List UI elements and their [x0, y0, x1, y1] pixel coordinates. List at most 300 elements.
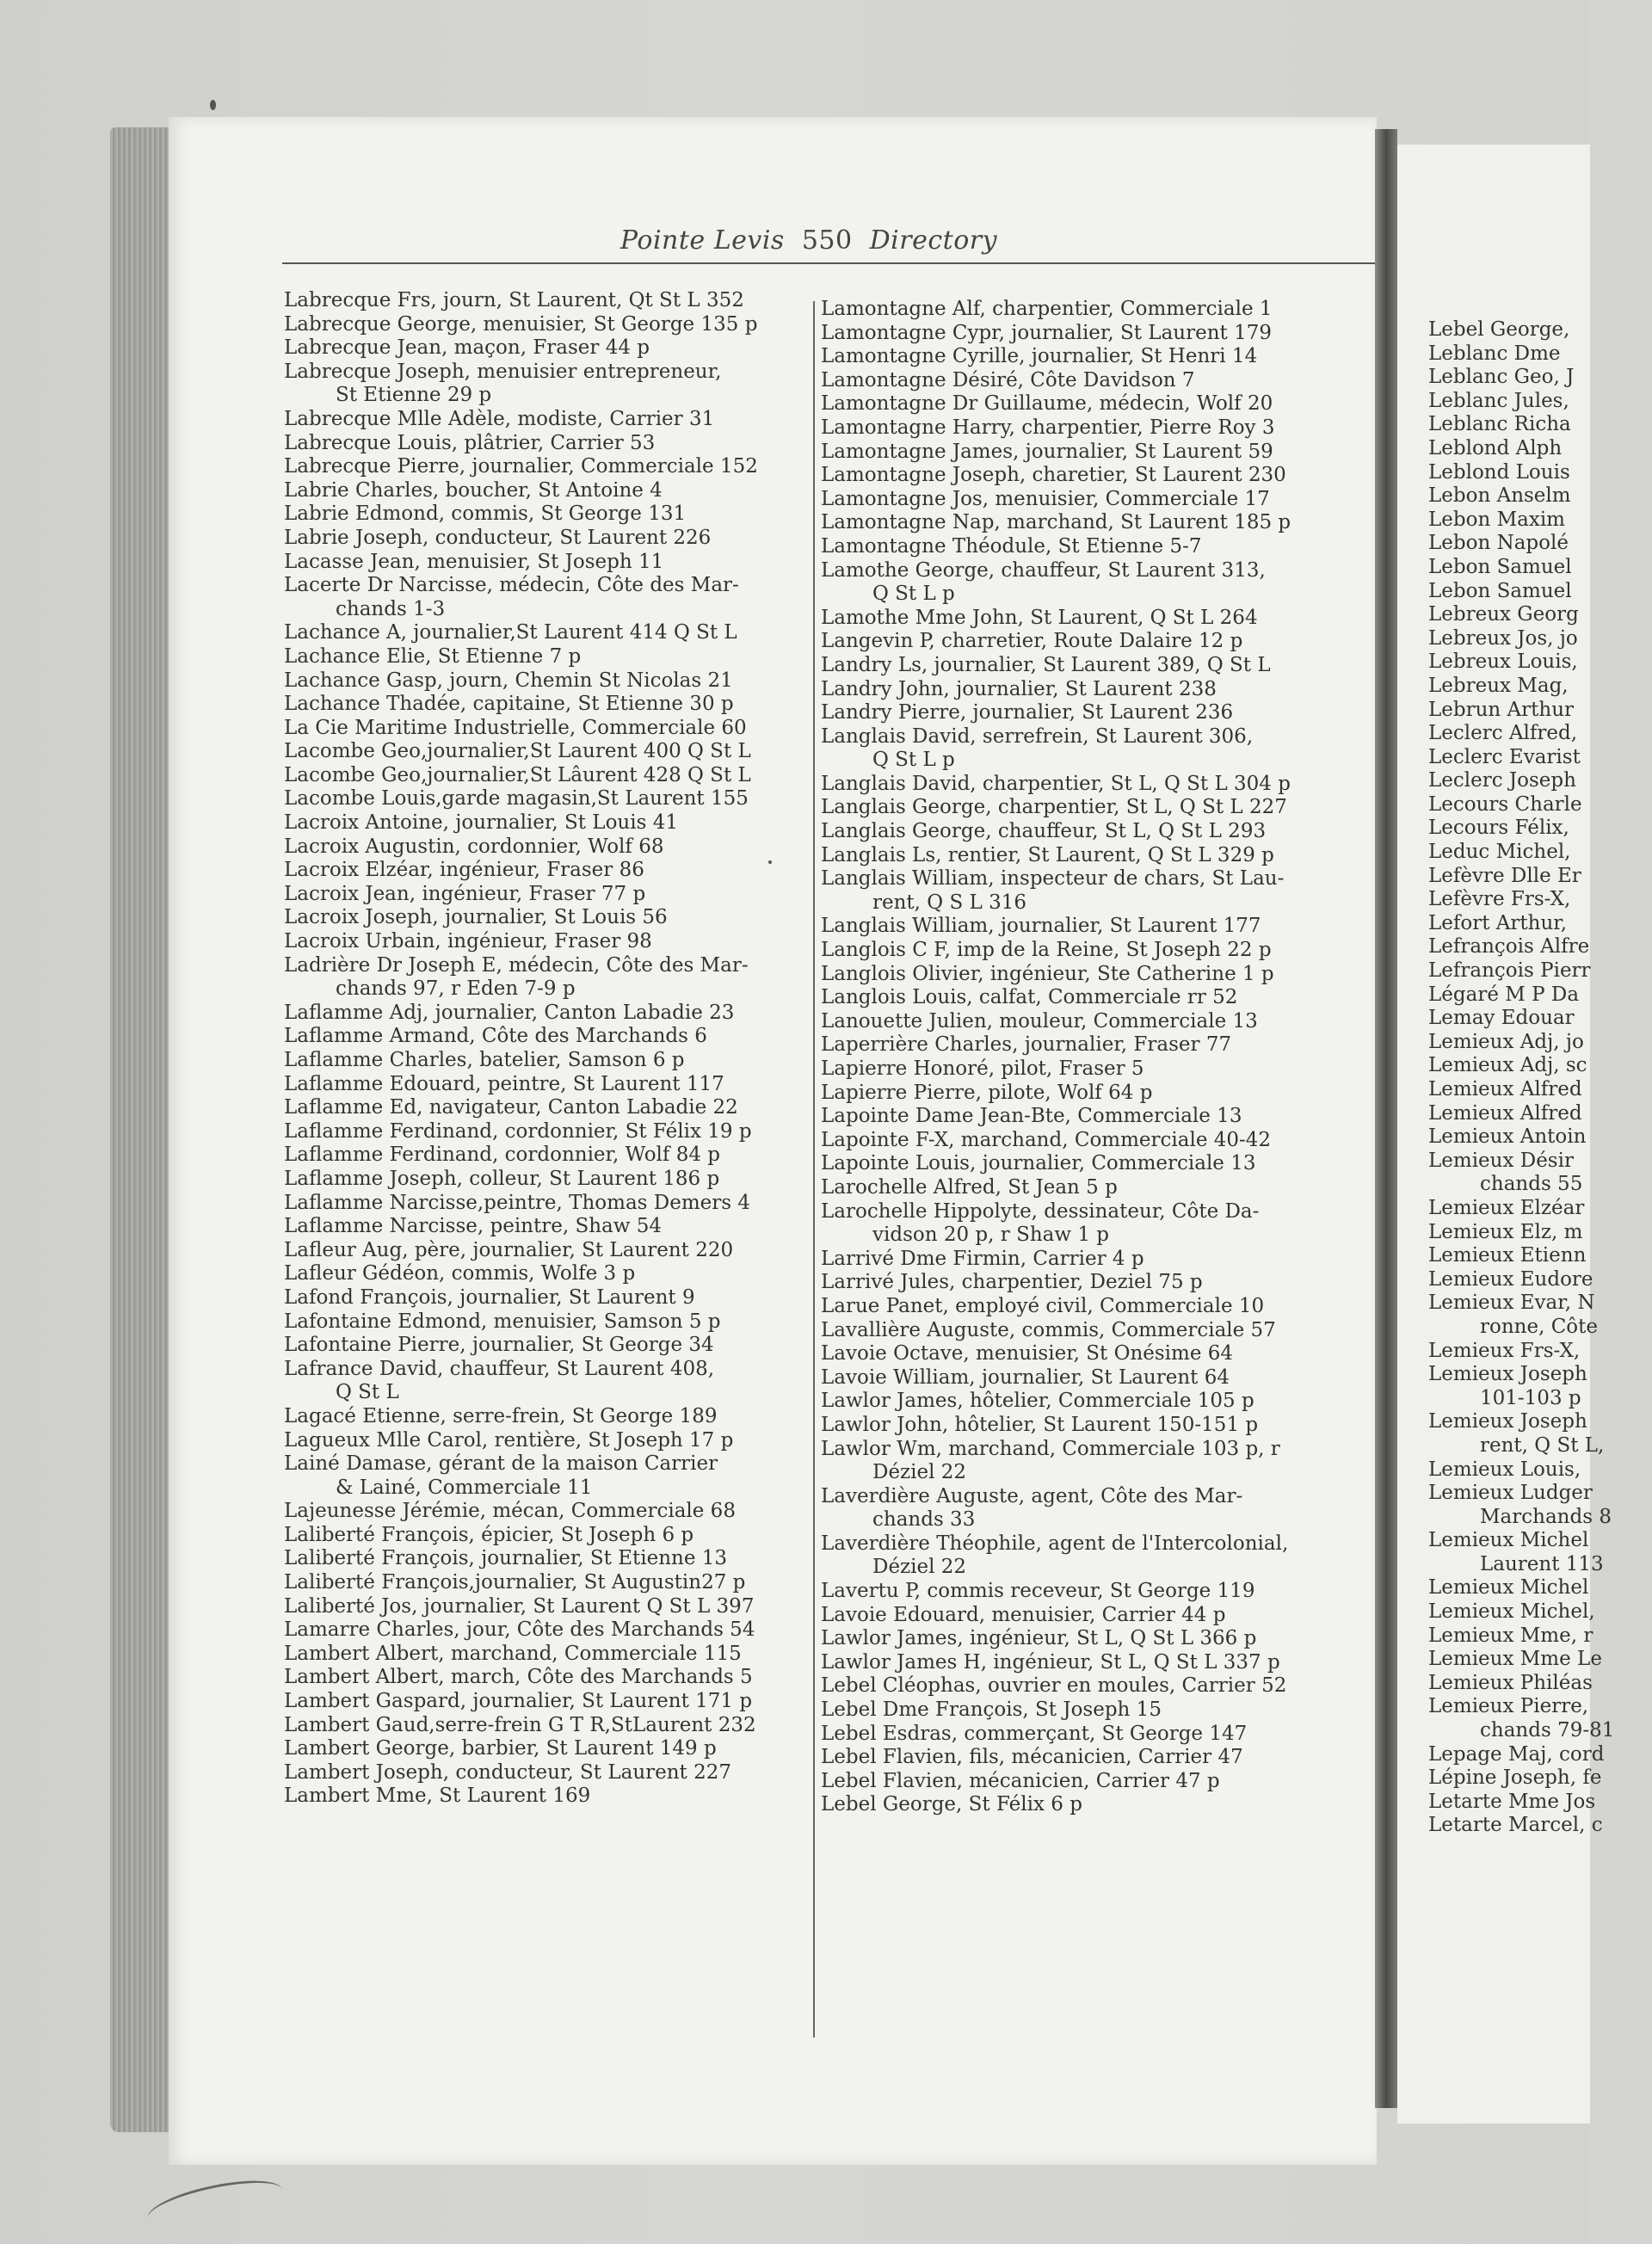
- directory-entry: [1428, 1766, 1652, 1791]
- entry-continuation: & Lainé, Commerciale 11: [336, 1476, 593, 1499]
- directory-entry: [821, 1604, 1358, 1628]
- entry-text: Lafond François, journalier, St Laurent 9: [284, 1285, 695, 1309]
- entry-text: Lapointe F-X, marchand, Commerciale 40-42: [821, 1128, 1272, 1151]
- directory-entry: [284, 1002, 800, 1026]
- entry-text: Lapierre Pierre, pilote, Wolf 64 p: [821, 1081, 1153, 1104]
- entry-continuation: chands 33: [872, 1508, 976, 1532]
- entry-text: Larrivé Jules, charpentier, Deziel 75 p: [821, 1271, 1203, 1294]
- entry-continuation: Q St L p: [872, 583, 955, 606]
- directory-entry: [284, 455, 800, 479]
- directory-entry: [821, 607, 1358, 631]
- directory-entry: [284, 1666, 800, 1690]
- entry-text: Labrecque Pierre, journalier, Commerciale 152: [284, 455, 758, 478]
- directory-entry: [1428, 1814, 1652, 1838]
- directory-entry: [821, 1129, 1358, 1153]
- directory-entry: [1428, 1410, 1652, 1458]
- directory-entry: [1428, 699, 1652, 723]
- entry-text: Landry Pierre, journalier, St Laurent 236: [821, 701, 1234, 724]
- entry-text: Laflamme Ferdinand, cordonnier, St Félix 19 p: [284, 1119, 752, 1143]
- directory-entry: [284, 1120, 800, 1144]
- directory-entry: [821, 1485, 1358, 1532]
- directory-entry: [1428, 935, 1652, 959]
- entry-text: Lafleur Gédéon, commis, Wolfe 3 p: [284, 1262, 636, 1285]
- entry-text: Lemieux Antoin: [1428, 1125, 1587, 1149]
- directory-entry: [284, 1215, 800, 1239]
- directory-entry: [821, 1390, 1358, 1414]
- directory-entry: [1428, 793, 1652, 817]
- entry-text: Lemieux Mme Le: [1428, 1648, 1602, 1671]
- book-gutter: [1375, 129, 1397, 2108]
- directory-entry: [821, 844, 1358, 868]
- directory-entry: [1428, 1197, 1652, 1221]
- directory-entry: [1428, 1791, 1652, 1815]
- entry-text: Lebel Flavien, mécanicien, Carrier 47 p: [821, 1769, 1220, 1792]
- directory-entry: [821, 488, 1358, 512]
- entry-continuation: Q St L: [336, 1381, 399, 1404]
- directory-entry: [1428, 437, 1652, 461]
- directory-entry: [284, 669, 800, 694]
- directory-entry: [821, 535, 1358, 559]
- entry-text: Lebon Napolé: [1428, 532, 1569, 555]
- directory-entry: [1428, 318, 1652, 342]
- directory-entry: [284, 1452, 800, 1500]
- directory-entry: [284, 313, 800, 337]
- directory-entry: [284, 811, 800, 835]
- directory-entry: [1428, 865, 1652, 889]
- entry-text: Lafontaine Edmond, menuisier, Samson 5 p: [284, 1310, 721, 1333]
- entry-text: Lemieux Elz, m: [1428, 1220, 1583, 1243]
- directory-entry: [821, 1057, 1358, 1082]
- entry-text: Laverdière Théophile, agent de l'Intercolonial,: [821, 1532, 1289, 1555]
- directory-entry: [821, 986, 1358, 1010]
- directory-entry: [284, 883, 800, 907]
- directory-entry: [284, 1500, 800, 1524]
- directory-entry: [1428, 366, 1652, 390]
- directory-entry: [284, 1643, 800, 1667]
- directory-entry: [821, 678, 1358, 702]
- directory-entry: [1428, 1600, 1652, 1624]
- directory-entry: [284, 1144, 800, 1168]
- entry-text: Labrecque Jean, maçon, Fraser 44 p: [284, 336, 650, 360]
- directory-entry: [1428, 1458, 1652, 1483]
- directory-entry: [821, 1248, 1358, 1272]
- entry-text: Letarte Mme Jos: [1428, 1790, 1596, 1813]
- entry-text: Lacasse Jean, menuisier, St Joseph 11: [284, 550, 664, 573]
- directory-entry: [821, 1271, 1358, 1295]
- directory-entry: [1428, 390, 1652, 414]
- directory-entry: [284, 1571, 800, 1595]
- entry-text: Lamontagne James, journalier, St Laurent 59: [821, 440, 1273, 463]
- entry-text: Lebrun Arthur: [1428, 698, 1575, 721]
- entry-text: Lacombe Geo,journalier,St Lâurent 428 Q St L: [284, 763, 751, 786]
- entry-continuation: Marchands 8: [1480, 1505, 1612, 1528]
- entry-text: Labrecque George, menuisier, St George 135 p: [284, 312, 758, 336]
- entry-continuation: rent, Q S L 316: [872, 891, 1027, 914]
- header-rule: [282, 262, 1375, 264]
- entry-continuation: chands 55: [1480, 1173, 1583, 1196]
- entry-text: Langlais Ls, rentier, St Laurent, Q St L 329 p: [821, 843, 1274, 866]
- entry-text: Labrie Edmond, commis, St George 131: [284, 502, 687, 526]
- directory-entry: [821, 1010, 1358, 1034]
- entry-text: Lapierre Honoré, pilot, Fraser 5: [821, 1057, 1144, 1080]
- directory-entry: [284, 764, 800, 788]
- directory-entry: [284, 1334, 800, 1358]
- directory-entry: [1428, 722, 1652, 746]
- entry-text: Langlais George, charpentier, St L, Q St L 227: [821, 796, 1287, 819]
- directory-entry: [821, 1342, 1358, 1366]
- directory-entry: [1428, 603, 1652, 627]
- entry-text: Lacerte Dr Narcisse, médecin, Côte des Mar-: [284, 574, 739, 597]
- directory-entry: [284, 1192, 800, 1216]
- directory-entry: [1428, 959, 1652, 983]
- entry-text: Lawlor James, hôtelier, Commerciale 105 p: [821, 1390, 1254, 1413]
- entry-text: Lemay Edouar: [1428, 1007, 1575, 1030]
- entry-text: Langlois Olivier, ingénieur, Ste Catherine 1 p: [821, 962, 1274, 985]
- entry-text: Laliberté Jos, journalier, St Laurent Q St L 397: [284, 1594, 755, 1618]
- entry-text: Lebel Flavien, fils, mécanicien, Carrier 47: [821, 1746, 1243, 1769]
- directory-entry: [821, 1627, 1358, 1651]
- entry-text: Labrecque Joseph, menuisier entrepreneur,: [284, 360, 722, 383]
- entry-text: Lemieux Evar, N: [1428, 1292, 1595, 1315]
- entry-text: Lepage Maj, cord: [1428, 1742, 1605, 1766]
- directory-entry: [821, 1295, 1358, 1319]
- directory-entry: [284, 1785, 800, 1809]
- directory-entry: [821, 1770, 1358, 1794]
- entry-text: Légaré M P Da: [1428, 983, 1580, 1006]
- entry-text: Lemieux Frs-X,: [1428, 1339, 1581, 1362]
- entry-text: Lemieux Adj, sc: [1428, 1054, 1587, 1077]
- entry-text: Lebreux Jos, jo: [1428, 626, 1578, 650]
- entry-text: Lavertu P, commis receveur, St George 119: [821, 1580, 1255, 1603]
- directory-entry: [821, 1414, 1358, 1438]
- directory-entry: [284, 1547, 800, 1571]
- entry-text: Lacroix Jean, ingénieur, Fraser 77 p: [284, 882, 646, 905]
- directory-entry: [1428, 1576, 1652, 1600]
- entry-text: Leclerc Evarist: [1428, 745, 1581, 768]
- entry-text: Lemieux Etienn: [1428, 1244, 1587, 1267]
- entry-text: Ladrière Dr Joseph E, médecin, Côte des Mar-: [284, 953, 749, 977]
- page-number: 550: [801, 225, 853, 256]
- entry-text: Leclerc Joseph: [1428, 769, 1576, 792]
- directory-entry: [284, 930, 800, 954]
- directory-entry: [821, 511, 1358, 535]
- directory-entry: [1428, 746, 1652, 770]
- directory-entry: [821, 1793, 1358, 1817]
- entry-text: Lambert Mme, St Laurent 169: [284, 1785, 591, 1808]
- directory-entry: [821, 1580, 1358, 1604]
- entry-text: Lemieux Pierre,: [1428, 1695, 1589, 1718]
- directory-entry: [821, 1152, 1358, 1176]
- entry-text: Labrie Joseph, conducteur, St Laurent 226: [284, 526, 712, 549]
- directory-entry: [284, 1049, 800, 1073]
- directory-entry: [284, 432, 800, 456]
- entry-text: Lebreux Louis,: [1428, 650, 1578, 674]
- entry-text: Lamothe George, chauffeur, St Laurent 313,: [821, 558, 1266, 582]
- entry-text: Lambert Albert, marchand, Commerciale 115: [284, 1642, 742, 1665]
- directory-entry: [284, 1096, 800, 1120]
- directory-entry: [1428, 413, 1652, 437]
- entry-text: Lavoie William, journalier, St Laurent 64: [821, 1366, 1230, 1389]
- directory-entry: [284, 787, 800, 811]
- directory-entry: [821, 392, 1358, 416]
- entry-text: Langlais William, inspecteur de chars, St Lau-: [821, 867, 1285, 891]
- entry-text: Lebel George,: [1428, 318, 1570, 341]
- entry-text: Lapointe Louis, journalier, Commerciale 13: [821, 1152, 1256, 1175]
- directory-entry: [284, 859, 800, 883]
- directory-entry: [821, 441, 1358, 465]
- directory-entry: [1428, 532, 1652, 556]
- entry-text: Lebreux Mag,: [1428, 674, 1569, 697]
- entry-text: Larochelle Hippolyte, dessinateur, Côte Da-: [821, 1199, 1260, 1223]
- column-divider: [813, 301, 815, 2037]
- directory-entry: [821, 796, 1358, 820]
- directory-entry: [1428, 1292, 1652, 1339]
- directory-entry: [284, 1429, 800, 1453]
- entry-text: Langevin P, charretier, Route Dalaire 12 p: [821, 630, 1243, 653]
- entry-text: Labrie Charles, boucher, St Antoine 4: [284, 478, 663, 502]
- entry-text: Lamarre Charles, jour, Côte des Marchands 54: [284, 1618, 755, 1642]
- entry-text: Langlais David, serrefrein, St Laurent 306,: [821, 724, 1254, 748]
- entry-text: Laflamme Edouard, peintre, St Laurent 117: [284, 1072, 724, 1095]
- directory-entry: [821, 1532, 1358, 1580]
- scan-speck: [768, 860, 772, 864]
- entry-text: Lamontagne Théodule, St Etienne 5-7: [821, 534, 1202, 558]
- left-column: [284, 289, 800, 1809]
- entry-text: Lebon Samuel: [1428, 555, 1572, 578]
- directory-entry: [284, 289, 800, 313]
- directory-entry: [821, 1319, 1358, 1343]
- directory-entry: [1428, 1529, 1652, 1576]
- entry-text: Laverdière Auguste, agent, Côte des Mar-: [821, 1484, 1243, 1507]
- entry-text: Lamontagne Alf, charpentier, Commerciale 1: [821, 298, 1273, 320]
- directory-entry: [284, 1168, 800, 1192]
- entry-text: Leclerc Alfred,: [1428, 722, 1578, 745]
- directory-entry: [821, 369, 1358, 393]
- entry-text: Lemieux Michel: [1428, 1576, 1589, 1600]
- entry-continuation: Déziel 22: [872, 1556, 967, 1579]
- directory-entry: [284, 835, 800, 860]
- entry-text: Laflamme Adj, journalier, Canton Labadie 23: [284, 1001, 735, 1024]
- directory-entry: [284, 551, 800, 575]
- entry-text: Leduc Michel,: [1428, 841, 1571, 864]
- directory-entry: [1428, 342, 1652, 367]
- entry-text: Lemieux Alfred: [1428, 1101, 1582, 1125]
- entry-continuation: ronne, Côte: [1480, 1315, 1599, 1338]
- entry-text: Lachance A, journalier,St Laurent 414 Q St L: [284, 621, 737, 644]
- directory-entry: [1428, 1672, 1652, 1696]
- directory-entry: [821, 1651, 1358, 1675]
- directory-entry: [821, 1176, 1358, 1200]
- entry-text: Lachance Gasp, journ, Chemin St Nicolas 21: [284, 669, 733, 692]
- book-page-edges: [110, 127, 172, 2132]
- directory-entry: [821, 630, 1358, 654]
- directory-entry: [1428, 484, 1652, 509]
- entry-text: Lawlor James H, ingénieur, St L, Q St L 337 p: [821, 1650, 1280, 1674]
- directory-entry: [284, 1286, 800, 1310]
- directory-entry: [1428, 556, 1652, 580]
- entry-text: Lanouette Julien, mouleur, Commerciale 13: [821, 1009, 1258, 1033]
- entry-continuation: Q St L p: [872, 749, 955, 772]
- directory-entry: [821, 1746, 1358, 1770]
- entry-text: Laflamme Ferdinand, cordonnier, Wolf 84 p: [284, 1144, 721, 1167]
- directory-entry: [1428, 1150, 1652, 1197]
- directory-entry: [821, 1698, 1358, 1723]
- entry-text: Lagueux Mlle Carol, rentière, St Joseph 17 p: [284, 1428, 734, 1452]
- entry-text: Lambert George, barbier, St Laurent 149 p: [284, 1737, 717, 1760]
- running-head-place: Pointe Levis: [620, 225, 785, 256]
- directory-entry: [284, 336, 800, 361]
- entry-text: Leblanc Jules,: [1428, 389, 1569, 412]
- entry-text: Landry Ls, journalier, St Laurent 389, Q St L: [821, 653, 1271, 676]
- entry-text: Lamontagne Cypr, journalier, St Laurent 179: [821, 321, 1272, 344]
- directory-entry: [284, 1025, 800, 1049]
- entry-text: Laflamme Charles, batelier, Samson 6 p: [284, 1049, 685, 1071]
- entry-text: Lawlor Wm, marchand, Commerciale 103 p, r: [821, 1437, 1280, 1460]
- entry-text: Leblanc Richa: [1428, 413, 1571, 436]
- directory-entry: [284, 1310, 800, 1335]
- entry-text: Lemieux Elzéar: [1428, 1196, 1585, 1219]
- directory-entry: [821, 820, 1358, 844]
- directory-entry: [1428, 1078, 1652, 1102]
- entry-text: Lambert Albert, march, Côte des Marchands 5: [284, 1666, 753, 1689]
- entry-text: Lainé Damase, gérant de la maison Carrier: [284, 1452, 718, 1476]
- entry-text: Lambert Gaspard, journalier, St Laurent 171 p: [284, 1690, 753, 1713]
- entry-text: Lecours Charle: [1428, 792, 1582, 816]
- entry-text: Lafrance David, chauffeur, St Laurent 408,: [284, 1357, 715, 1380]
- directory-entry: [1428, 1695, 1652, 1742]
- entry-continuation: chands 1-3: [336, 597, 446, 620]
- entry-text: Lachance Thadée, capitaine, St Etienne 30 p: [284, 693, 734, 716]
- entry-text: Leblanc Geo, J: [1428, 366, 1575, 389]
- entry-text: Lachance Elie, St Etienne 7 p: [284, 644, 582, 668]
- directory-entry: [821, 1200, 1358, 1248]
- entry-text: Lawlor John, hôtelier, St Laurent 150-151 p: [821, 1413, 1259, 1436]
- entry-text: Lemieux Michel,: [1428, 1600, 1595, 1624]
- entry-text: Laperrière Charles, journalier, Fraser 77: [821, 1033, 1232, 1057]
- entry-text: Lacombe Louis,garde magasin,St Laurent 155: [284, 787, 749, 811]
- entry-text: Lapointe Dame Jean-Bte, Commerciale 13: [821, 1105, 1242, 1128]
- directory-entry: [821, 725, 1358, 773]
- entry-text: Lavoie Octave, menuisier, St Onésime 64: [821, 1342, 1234, 1366]
- entry-text: Lecours Félix,: [1428, 817, 1569, 840]
- entry-text: Langlois C F, imp de la Reine, St Joseph 22 p: [821, 939, 1272, 962]
- entry-text: Labrecque Louis, plâtrier, Carrier 53: [284, 431, 656, 454]
- adjacent-page: [1397, 145, 1615, 2124]
- entry-text: Labrecque Frs, journ, St Laurent, Qt St L 352: [284, 289, 744, 311]
- directory-entry: [1428, 1340, 1652, 1364]
- directory-entry: [284, 502, 800, 527]
- entry-continuation: rent, Q St L,: [1480, 1433, 1605, 1457]
- entry-text: Lacombe Geo,journalier,St Laurent 400 Q St L: [284, 740, 751, 763]
- entry-text: Lemieux Louis,: [1428, 1458, 1581, 1481]
- directory-entry: [821, 1723, 1358, 1747]
- directory-entry: [284, 645, 800, 669]
- directory-entry: [1428, 650, 1652, 675]
- entry-text: Lambert Joseph, conducteur, St Laurent 227: [284, 1760, 732, 1784]
- directory-entry: [821, 416, 1358, 441]
- entry-text: Lemieux Eudore: [1428, 1267, 1593, 1291]
- directory-entry: [284, 1239, 800, 1263]
- entry-text: Laflamme Narcisse, peintre, Shaw 54: [284, 1215, 663, 1238]
- entry-text: Lamothe Mme John, St Laurent, Q St L 264: [821, 606, 1258, 629]
- directory-entry: [1428, 1054, 1652, 1078]
- entry-text: Lebel Esdras, commerçant, St George 147: [821, 1722, 1248, 1745]
- entry-text: Larue Panet, employé civil, Commerciale 10: [821, 1294, 1265, 1317]
- entry-text: Lacroix Joseph, journalier, St Louis 56: [284, 906, 668, 929]
- entry-text: Lavoie Edouard, menuisier, Carrier 44 p: [821, 1603, 1226, 1626]
- entry-text: Lavallière Auguste, commis, Commerciale 57: [821, 1318, 1276, 1341]
- directory-entry: [821, 939, 1358, 963]
- directory-entry: [1428, 1743, 1652, 1767]
- entry-text: Larochelle Alfred, St Jean 5 p: [821, 1175, 1118, 1199]
- directory-entry: [1428, 1482, 1652, 1529]
- entry-text: Larrivé Dme Firmin, Carrier 4 p: [821, 1247, 1144, 1270]
- directory-entry: [1428, 1102, 1652, 1126]
- directory-entry: [821, 322, 1358, 346]
- entry-text: Lamontagne Nap, marchand, St Laurent 185 p: [821, 511, 1291, 534]
- entry-text: Langlais George, chauffeur, St L, Q St L 293: [821, 820, 1267, 843]
- directory-entry: [1428, 461, 1652, 485]
- entry-text: Lebreux Georg: [1428, 603, 1579, 626]
- entry-text: Lafontaine Pierre, journalier, St George 34: [284, 1334, 714, 1357]
- entry-text: Lacroix Augustin, cordonnier, Wolf 68: [284, 835, 664, 858]
- running-head: [602, 225, 1015, 256]
- directory-entry: [1428, 1268, 1652, 1292]
- running-head-section: Directory: [869, 225, 998, 256]
- entry-text: Laflamme Joseph, colleur, St Laurent 186 p: [284, 1167, 720, 1190]
- right-column: [821, 298, 1358, 1817]
- directory-entry: [821, 1674, 1358, 1698]
- entry-text: Laliberté François, épicier, St Joseph 6 p: [284, 1523, 694, 1546]
- directory-entry: [821, 298, 1358, 322]
- directory-entry: [284, 1714, 800, 1738]
- directory-entry: [1428, 1125, 1652, 1150]
- directory-entry: [1428, 983, 1652, 1008]
- directory-entry: [1428, 841, 1652, 865]
- directory-entry: [284, 1761, 800, 1785]
- adjacent-page-column: [1428, 318, 1652, 1838]
- entry-continuation: chands 97, r Eden 7-9 p: [336, 977, 576, 1001]
- directory-entry: [1428, 1031, 1652, 1055]
- entry-text: Leblanc Dme: [1428, 342, 1561, 365]
- directory-entry: [821, 1033, 1358, 1057]
- directory-entry: [284, 1073, 800, 1097]
- entry-text: Lemieux Joseph: [1428, 1410, 1587, 1433]
- directory-entry: [1428, 912, 1652, 936]
- entry-text: Laflamme Ed, navigateur, Canton Labadie 22: [284, 1096, 738, 1119]
- entry-text: Lacroix Elzéar, ingénieur, Fraser 86: [284, 859, 644, 882]
- directory-entry: [284, 1595, 800, 1619]
- entry-text: Laflamme Narcisse,peintre, Thomas Demers 4: [284, 1191, 751, 1214]
- directory-entry: [1428, 1221, 1652, 1245]
- directory-entry: [284, 693, 800, 717]
- directory-entry: [1428, 1007, 1652, 1031]
- entry-text: Lamontagne Désiré, Côte Davidson 7: [821, 368, 1195, 391]
- directory-entry: [821, 963, 1358, 987]
- entry-text: Lebon Maxim: [1428, 508, 1565, 531]
- directory-entry: [284, 527, 800, 551]
- entry-continuation: Laurent 113: [1480, 1552, 1604, 1575]
- directory-entry: [821, 345, 1358, 369]
- directory-entry: [284, 1618, 800, 1643]
- entry-text: Lemieux Michel: [1428, 1529, 1589, 1552]
- entry-text: Langlais William, journalier, St Laurent 177: [821, 915, 1261, 938]
- entry-text: Lemieux Adj, jo: [1428, 1030, 1584, 1053]
- directory-entry: [821, 464, 1358, 488]
- directory-entry: [821, 773, 1358, 797]
- directory-entry: [821, 1105, 1358, 1129]
- entry-continuation: chands 79-81: [1480, 1719, 1615, 1742]
